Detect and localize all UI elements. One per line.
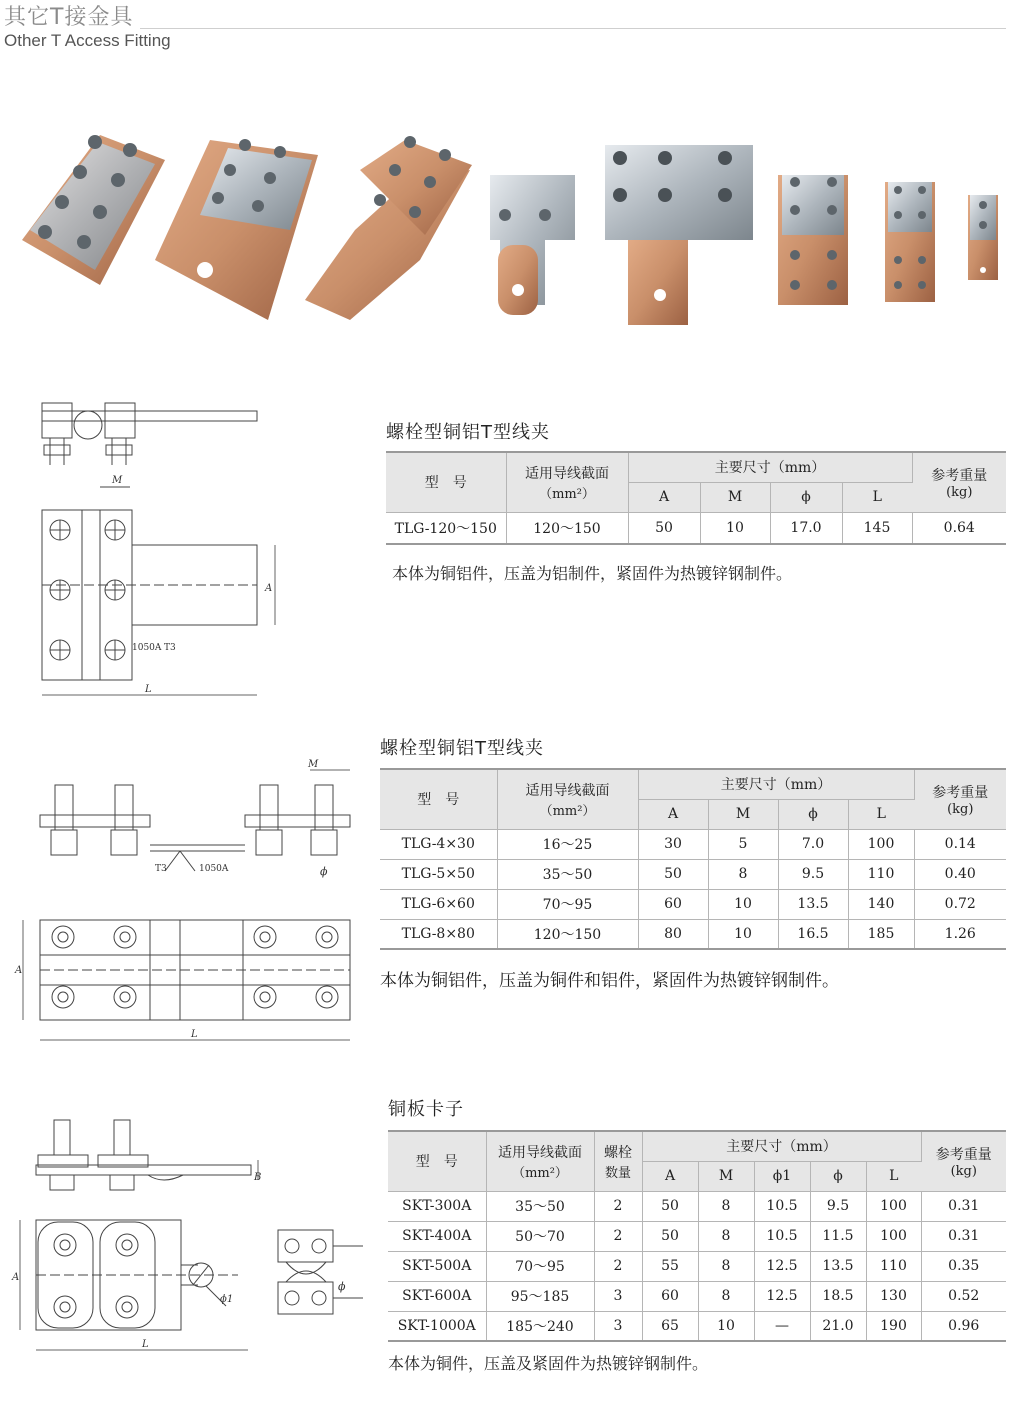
cell-phi: 9.5 xyxy=(810,1191,866,1221)
cell-bolts: 2 xyxy=(594,1221,642,1251)
cell-section: 35～50 xyxy=(497,859,638,889)
col-header-weight: 参考重量 (kg) xyxy=(914,769,1006,829)
cell-l: 185 xyxy=(848,919,914,949)
cell-phi: 21.0 xyxy=(810,1311,866,1341)
cell-m: 10 xyxy=(708,889,778,919)
cell-model: TLG-4×30 xyxy=(380,829,497,859)
dim-label-phi1: ϕ1 xyxy=(220,1294,234,1305)
dim-label-a: A xyxy=(15,965,23,976)
cell-m: 8 xyxy=(708,859,778,889)
cell-l: 110 xyxy=(848,859,914,889)
col-header-m: M xyxy=(700,482,770,512)
col-header-model: 型 号 xyxy=(386,452,506,512)
col-header-phi: ϕ xyxy=(778,799,848,829)
col-header-m: M xyxy=(698,1161,754,1191)
cell-weight: 0.40 xyxy=(914,859,1006,889)
cell-l: 100 xyxy=(866,1191,921,1221)
cell-m: 8 xyxy=(698,1281,754,1311)
col-header-phi: ϕ xyxy=(770,482,842,512)
cell-l: 110 xyxy=(866,1251,921,1281)
dim-label-l: L xyxy=(145,684,152,695)
cell-section: 35～50 xyxy=(486,1191,594,1221)
cell-a: 50 xyxy=(628,512,700,544)
col-header-weight: 参考重量 (kg) xyxy=(912,452,1006,512)
cell-model: SKT-600A xyxy=(388,1281,486,1311)
cell-l: 100 xyxy=(848,829,914,859)
product-photo-8 xyxy=(968,195,998,280)
cell-model: SKT-500A xyxy=(388,1251,486,1281)
cell-weight: 0.14 xyxy=(914,829,1006,859)
spec-table-1 xyxy=(386,451,1006,545)
cell-section: 70～95 xyxy=(486,1251,594,1281)
cell-weight: 0.31 xyxy=(921,1191,1006,1221)
product-photo-5 xyxy=(605,145,753,325)
cell-bolts: 2 xyxy=(594,1191,642,1221)
cell-phi: 11.5 xyxy=(810,1221,866,1251)
spec-note-2: 本体为铜铝件，压盖为铜件和铝件，紧固件为热镀锌钢制件。 xyxy=(380,971,839,991)
cell-a: 65 xyxy=(642,1311,698,1341)
cell-l: 145 xyxy=(842,512,912,544)
spec-note-3: 本体为铜件，压盖及紧固件为热镀锌钢制件。 xyxy=(388,1354,709,1373)
cell-weight: 1.26 xyxy=(914,919,1006,949)
col-header-dims: 主要尺寸（mm） xyxy=(642,1131,921,1161)
cell-phi1: 12.5 xyxy=(754,1281,810,1311)
cell-m: 8 xyxy=(698,1251,754,1281)
col-header-a: A xyxy=(638,799,708,829)
table-row xyxy=(388,1221,1006,1251)
table-row xyxy=(380,859,1006,889)
table-row xyxy=(386,512,1006,544)
cell-model: SKT-300A xyxy=(388,1191,486,1221)
dim-label-l: L xyxy=(191,1029,198,1040)
material-label-t3: T3 xyxy=(164,643,176,653)
col-header-l: L xyxy=(848,799,914,829)
cell-weight: 0.35 xyxy=(921,1251,1006,1281)
cell-a: 80 xyxy=(638,919,708,949)
col-header-model: 型 号 xyxy=(388,1131,486,1191)
product-photo-4 xyxy=(490,175,575,315)
cell-section: 16～25 xyxy=(497,829,638,859)
cell-phi: 18.5 xyxy=(810,1281,866,1311)
page-subtitle: Other T Access Fitting xyxy=(4,31,171,50)
col-header-l: L xyxy=(842,482,912,512)
cell-section: 120～150 xyxy=(497,919,638,949)
table-row xyxy=(380,919,1006,949)
page-title: 其它T接金具 xyxy=(4,5,134,30)
cell-bolts: 3 xyxy=(594,1311,642,1341)
cell-weight: 0.31 xyxy=(921,1221,1006,1251)
cell-l: 190 xyxy=(866,1311,921,1341)
technical-drawing-3 xyxy=(8,1110,378,1360)
cell-section: 185～240 xyxy=(486,1311,594,1341)
col-header-a: A xyxy=(642,1161,698,1191)
cell-phi: 9.5 xyxy=(778,859,848,889)
header-divider xyxy=(140,28,1006,29)
col-header-a: A xyxy=(628,482,700,512)
dim-label-phi: ϕ xyxy=(320,865,328,878)
cell-weight: 0.64 xyxy=(912,512,1006,544)
col-header-dims: 主要尺寸（mm） xyxy=(638,769,914,799)
technical-drawing-2 xyxy=(15,755,360,1045)
cell-phi1: 10.5 xyxy=(754,1191,810,1221)
cell-a: 30 xyxy=(638,829,708,859)
material-label-t3: T3 xyxy=(155,864,167,874)
cell-model: TLG-6×60 xyxy=(380,889,497,919)
spec-table-2 xyxy=(380,768,1006,950)
col-header-weight: 参考重量 (kg) xyxy=(921,1131,1006,1191)
cell-phi: 17.0 xyxy=(770,512,842,544)
cell-l: 140 xyxy=(848,889,914,919)
col-header-phi: ϕ xyxy=(810,1161,866,1191)
cell-a: 50 xyxy=(642,1221,698,1251)
cell-phi: 13.5 xyxy=(778,889,848,919)
cell-a: 60 xyxy=(642,1281,698,1311)
col-header-m: M xyxy=(708,799,778,829)
table-row xyxy=(380,889,1006,919)
col-header-section: 适用导线截面 （mm²） xyxy=(506,452,628,512)
cell-phi1: 10.5 xyxy=(754,1221,810,1251)
material-label-1050a: 1050A xyxy=(199,864,229,874)
cell-a: 60 xyxy=(638,889,708,919)
dim-label-m: M xyxy=(308,759,319,770)
cell-a: 50 xyxy=(638,859,708,889)
cell-m: 10 xyxy=(698,1311,754,1341)
col-header-section: 适用导线截面 （mm²） xyxy=(486,1131,594,1191)
product-photo-1 xyxy=(22,135,165,285)
cell-bolts: 3 xyxy=(594,1281,642,1311)
cell-m: 5 xyxy=(708,829,778,859)
dim-label-l: L xyxy=(142,1339,149,1350)
table-row xyxy=(388,1311,1006,1341)
cell-weight: 0.72 xyxy=(914,889,1006,919)
product-photo-3 xyxy=(305,136,472,320)
col-header-dims: 主要尺寸（mm） xyxy=(628,452,912,482)
cell-m: 10 xyxy=(708,919,778,949)
section-title-3: 铜板卡子 xyxy=(388,1099,464,1120)
cell-a: 55 xyxy=(642,1251,698,1281)
col-header-l: L xyxy=(866,1161,921,1191)
table-row xyxy=(388,1251,1006,1281)
cell-m: 8 xyxy=(698,1191,754,1221)
cell-l: 100 xyxy=(866,1221,921,1251)
cell-model: TLG-8×80 xyxy=(380,919,497,949)
cell-l: 130 xyxy=(866,1281,921,1311)
cell-weight: 0.96 xyxy=(921,1311,1006,1341)
spec-table-3 xyxy=(388,1130,1006,1342)
cell-phi1: — xyxy=(754,1311,810,1341)
product-photo-7 xyxy=(885,182,935,302)
material-label-1050a: 1050A xyxy=(132,643,162,653)
cell-weight: 0.52 xyxy=(921,1281,1006,1311)
cell-phi: 7.0 xyxy=(778,829,848,859)
cell-section: 70～95 xyxy=(497,889,638,919)
cell-model: TLG-5×50 xyxy=(380,859,497,889)
cell-phi: 13.5 xyxy=(810,1251,866,1281)
cell-m: 10 xyxy=(700,512,770,544)
table-row xyxy=(388,1281,1006,1311)
cell-phi1: 12.5 xyxy=(754,1251,810,1281)
col-header-model: 型 号 xyxy=(380,769,497,829)
col-header-section: 适用导线截面 （mm²） xyxy=(497,769,638,829)
dim-label-m: M xyxy=(112,475,123,486)
table-row xyxy=(388,1191,1006,1221)
cell-model: SKT-1000A xyxy=(388,1311,486,1341)
cell-phi: 16.5 xyxy=(778,919,848,949)
dim-label-a: A xyxy=(12,1272,20,1283)
technical-drawing-1 xyxy=(20,395,273,700)
cell-m: 8 xyxy=(698,1221,754,1251)
product-photo-strip xyxy=(0,120,1013,340)
cell-section: 120～150 xyxy=(506,512,628,544)
col-header-bolts: 螺栓 数量 xyxy=(594,1131,642,1191)
cell-model: TLG-120～150 xyxy=(386,512,506,544)
product-photo-6 xyxy=(778,175,848,305)
dim-label-phi: ϕ xyxy=(338,1280,346,1293)
cell-a: 50 xyxy=(642,1191,698,1221)
cell-section: 50～70 xyxy=(486,1221,594,1251)
cell-section: 95～185 xyxy=(486,1281,594,1311)
dim-label-a: A xyxy=(265,583,273,594)
cell-bolts: 2 xyxy=(594,1251,642,1281)
dim-label-b: B xyxy=(254,1172,262,1183)
section-title-2: 螺栓型铜铝T型线夹 xyxy=(380,738,544,759)
spec-note-1: 本体为铜铝件，压盖为铝制件，紧固件为热镀锌钢制件。 xyxy=(392,564,793,583)
col-header-phi1: ϕ1 xyxy=(754,1161,810,1191)
cell-model: SKT-400A xyxy=(388,1221,486,1251)
product-photo-2 xyxy=(155,139,318,320)
table-row xyxy=(380,829,1006,859)
section-title-1: 螺栓型铜铝T型线夹 xyxy=(386,422,550,443)
